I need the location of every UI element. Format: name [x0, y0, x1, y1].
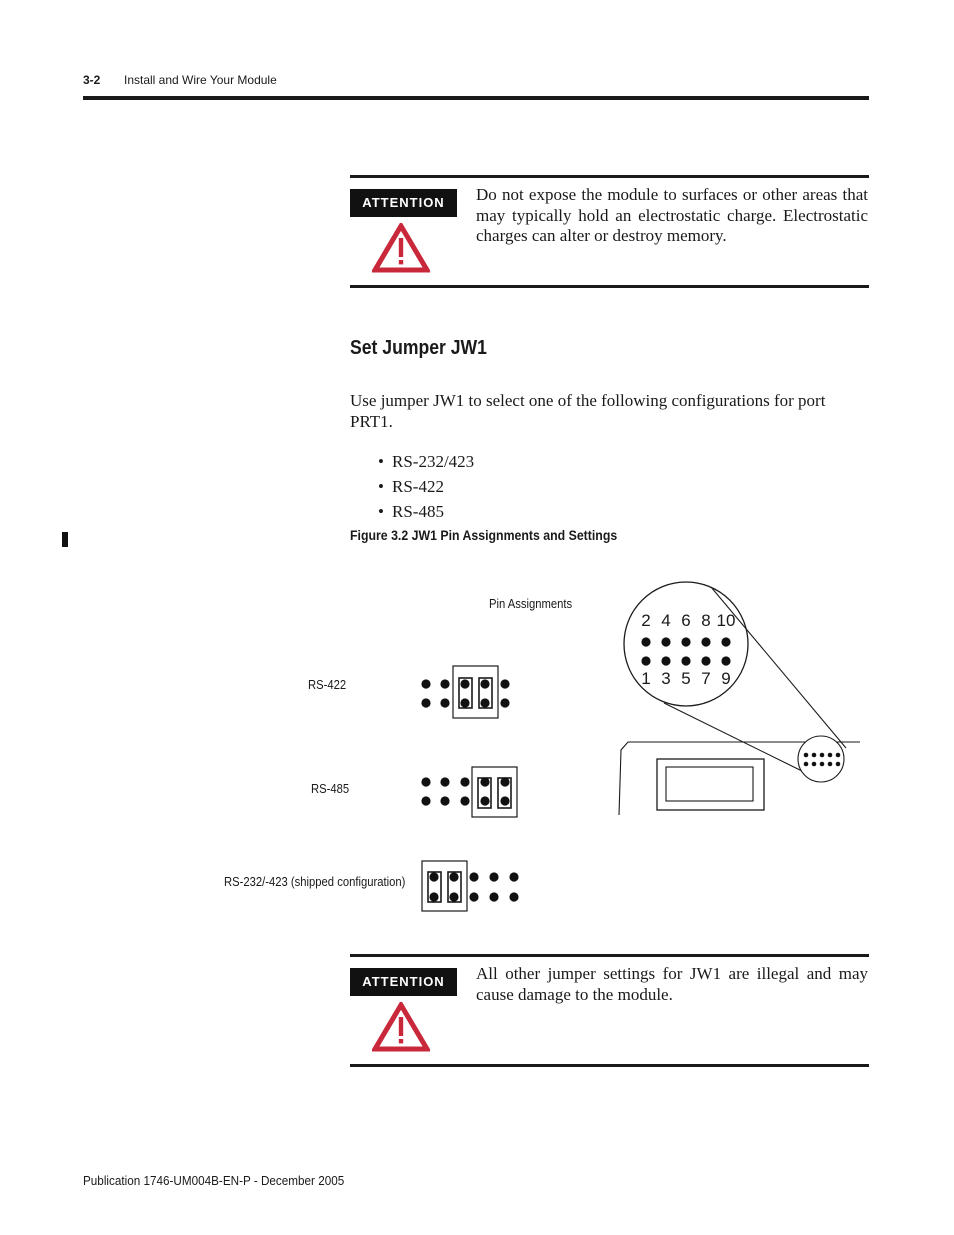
attention-top-rule: [350, 954, 869, 957]
jumper-rs485: [421, 767, 517, 817]
attention-badge: ATTENTION: [350, 189, 457, 217]
rs485-label: RS-485: [311, 782, 350, 796]
pin-label: 9: [721, 669, 731, 688]
pin-assignments-label: Pin Assignments: [489, 597, 573, 611]
pin-label: 7: [701, 669, 711, 688]
publication-footer: Publication 1746-UM004B-EN-P - December 2005: [83, 1173, 345, 1188]
attention-text: Do not expose the module to surfaces or other areas that may typically hold an electrostatic charge. Electrostatic charges can alter or destroy memory.: [476, 185, 868, 245]
pin-label: 3: [661, 669, 671, 688]
pin-label: 1: [641, 669, 651, 688]
bullet-icon: •: [378, 502, 384, 521]
attention-bottom-rule: [350, 1064, 869, 1067]
warning-triangle-icon: [372, 1002, 430, 1052]
pin-label: 10: [716, 611, 736, 630]
pin-label: 2: [641, 611, 651, 630]
module-board: [619, 736, 860, 815]
page-number: 3-2: [83, 73, 101, 87]
pin-label: 8: [701, 611, 711, 630]
bullet-icon: •: [378, 477, 384, 496]
rs422-label: RS-422: [308, 678, 347, 692]
attention-text: All other jumper settings for JW1 are illegal and may cause damage to the module.: [476, 964, 868, 1004]
jumper-rs232: [422, 861, 519, 911]
pin-label: 4: [661, 611, 671, 630]
figure-caption: Figure 3.2 JW1 Pin Assignments and Settings: [350, 527, 618, 543]
list-item: • RS-485: [378, 502, 444, 521]
pin-label: 6: [681, 611, 691, 630]
chapter-title: Install and Wire Your Module: [124, 73, 277, 87]
pin-label: 5: [681, 669, 691, 688]
section-heading: Set Jumper JW1: [350, 337, 487, 359]
list-item: • RS-422: [378, 477, 444, 496]
list-item: • RS-232/423: [378, 452, 475, 471]
rs232-label: RS-232/-423 (shipped configuration): [224, 875, 406, 889]
attention-badge: ATTENTION: [350, 968, 457, 996]
intro-paragraph: Use jumper JW1 to select one of the following configurations for port PRT1.: [350, 391, 826, 431]
jumper-rs422: [421, 666, 509, 718]
bullet-icon: •: [378, 452, 384, 471]
